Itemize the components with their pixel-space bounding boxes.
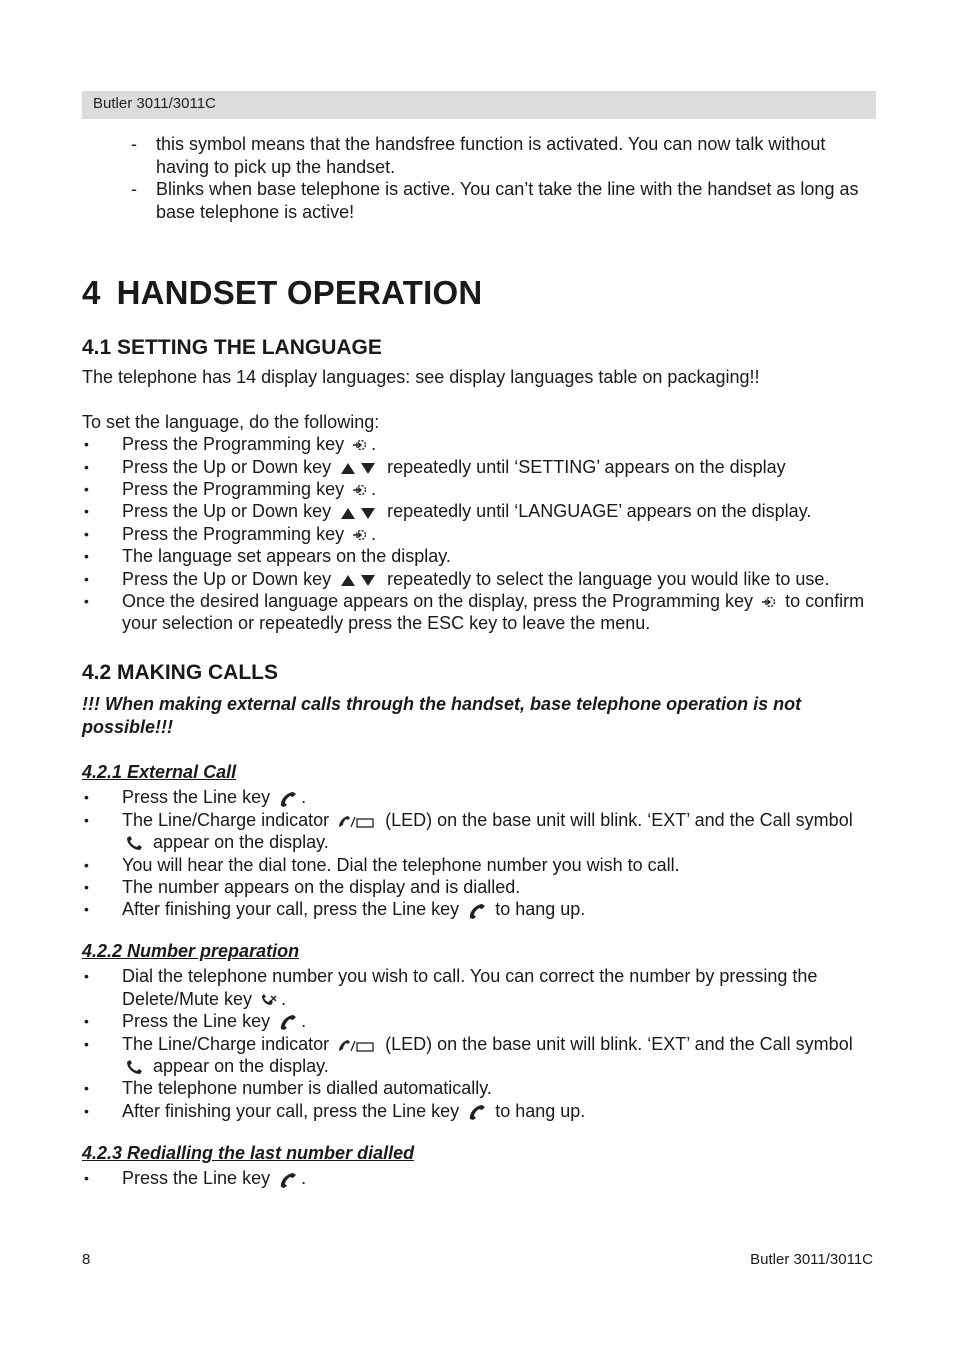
dash-mark: - bbox=[131, 179, 137, 199]
item-text: . bbox=[371, 434, 377, 455]
item-text: Press the Programming key bbox=[122, 479, 345, 500]
subsection-heading: 4.2.3 Redialling the last number dialled bbox=[82, 1143, 415, 1163]
subsection-heading: 4.2.2 Number preparation bbox=[82, 941, 300, 961]
item-text: Press the Programming key bbox=[122, 523, 345, 544]
subsection-heading: 4.2.1 External Call bbox=[82, 762, 237, 782]
bullet: • bbox=[84, 1102, 89, 1119]
bullet: • bbox=[84, 570, 89, 587]
list-item bbox=[82, 456, 882, 478]
item-text: Press the Up or Down key bbox=[122, 456, 332, 477]
bullet: • bbox=[84, 1013, 89, 1030]
up-down-keys-icon bbox=[339, 573, 379, 587]
item-text: You will hear the dial tone. Dial the telephone number you wish to call. bbox=[122, 854, 680, 875]
bullet: • bbox=[84, 525, 89, 542]
bullet: • bbox=[84, 1035, 89, 1052]
list-item bbox=[82, 898, 882, 920]
line-key-icon bbox=[278, 1171, 298, 1189]
bullet: • bbox=[84, 789, 89, 806]
item-text: repeatedly to select the language you would like to use. bbox=[387, 568, 830, 589]
chapter-heading: HANDSET OPERATION bbox=[116, 274, 483, 311]
item-text: . bbox=[371, 523, 377, 544]
list-item bbox=[82, 1077, 882, 1099]
paragraph: To set the language, do the following: bbox=[82, 411, 380, 432]
footer-product: Butler 3011/3011C bbox=[750, 1251, 873, 1268]
item-text: to confirm your selection or repeatedly press the ESC key to leave the menu. bbox=[122, 591, 865, 634]
item-text: . bbox=[301, 1168, 307, 1189]
bullet: • bbox=[84, 548, 89, 565]
list-item bbox=[82, 433, 882, 455]
item-text: After finishing your call, press the Line key bbox=[122, 899, 460, 920]
list-item bbox=[82, 545, 882, 567]
list-item bbox=[82, 500, 882, 522]
item-text: this symbol means that the handsfree function is activated. You can now talk without having to pick up the handset. bbox=[156, 134, 826, 177]
item-text: . bbox=[301, 787, 307, 808]
list-item bbox=[82, 1033, 882, 1078]
list-item bbox=[82, 876, 882, 898]
subsection-number-preparation bbox=[82, 940, 882, 1122]
list-item bbox=[82, 133, 876, 178]
programming-key-icon bbox=[352, 438, 368, 452]
bullet: • bbox=[84, 593, 89, 610]
item-text: Once the desired language appears on the display, press the Programming key bbox=[122, 591, 754, 612]
line-charge-indicator-icon bbox=[337, 1037, 377, 1053]
bullet: • bbox=[84, 436, 89, 453]
item-text: appear on the display. bbox=[153, 1056, 329, 1077]
item-text: The language set appears on the display. bbox=[122, 546, 451, 567]
item-text: Press the Up or Down key bbox=[122, 501, 332, 522]
header-title: Butler 3011/3011C bbox=[93, 95, 216, 112]
section-heading: 4.1 SETTING THE LANGUAGE bbox=[82, 336, 382, 359]
item-text: appear on the display. bbox=[153, 832, 329, 853]
bullet: • bbox=[84, 503, 89, 520]
bullet: • bbox=[84, 458, 89, 475]
running-header bbox=[82, 91, 876, 119]
bullet: • bbox=[84, 879, 89, 896]
chapter-title bbox=[82, 274, 482, 312]
section-setting-language bbox=[82, 337, 882, 635]
list-item bbox=[82, 1100, 882, 1122]
subsection-redialling bbox=[82, 1142, 882, 1190]
item-text: Press the Line key bbox=[122, 787, 271, 808]
bullet: • bbox=[84, 1170, 89, 1187]
bullet: • bbox=[84, 1080, 89, 1097]
bullet: • bbox=[84, 901, 89, 918]
line-key-icon bbox=[467, 1103, 487, 1121]
warning-note: !!! When making external calls through the handset, base telephone operation is not possible!!! bbox=[82, 694, 802, 738]
item-text: Blinks when base telephone is active. You can’t take the line with the handset as long as base telephone is active! bbox=[156, 179, 859, 222]
paragraph: The telephone has 14 display languages: see display languages table on packaging!! bbox=[82, 367, 760, 388]
list-item bbox=[82, 965, 882, 1010]
page-number: 8 bbox=[82, 1251, 91, 1268]
item-text: . bbox=[371, 479, 377, 500]
subsection-external-call bbox=[82, 761, 882, 921]
up-down-keys-icon bbox=[339, 506, 379, 520]
list-item bbox=[82, 523, 882, 545]
item-text: repeatedly until ‘SETTING’ appears on the display bbox=[387, 456, 786, 477]
list-item bbox=[82, 1167, 882, 1189]
line-charge-indicator-icon bbox=[337, 813, 377, 829]
list-item bbox=[82, 786, 882, 808]
line-key-icon bbox=[467, 902, 487, 920]
item-text: Press the Line key bbox=[122, 1168, 271, 1189]
item-text: . bbox=[301, 1011, 307, 1032]
item-text: (LED) on the base unit will blink. ‘EXT’ and the Call symbol bbox=[385, 809, 853, 830]
bullet: • bbox=[84, 811, 89, 828]
call-symbol-icon bbox=[125, 1059, 145, 1075]
item-text: (LED) on the base unit will blink. ‘EXT’ and the Call symbol bbox=[385, 1033, 853, 1054]
bullet: • bbox=[84, 481, 89, 498]
item-text: The telephone number is dialled automatically. bbox=[122, 1078, 492, 1099]
item-text: to hang up. bbox=[495, 1100, 586, 1121]
intro-list bbox=[82, 133, 876, 223]
section-making-calls bbox=[82, 662, 882, 739]
programming-key-icon bbox=[352, 528, 368, 542]
list-item bbox=[82, 1010, 882, 1032]
dash-mark: - bbox=[131, 134, 137, 154]
delete-mute-key-icon bbox=[260, 993, 278, 1007]
list-item bbox=[82, 568, 882, 590]
line-key-icon bbox=[278, 790, 298, 808]
line-key-icon bbox=[278, 1013, 298, 1031]
list-item bbox=[82, 178, 876, 223]
bullet: • bbox=[84, 856, 89, 873]
item-text: . bbox=[281, 988, 287, 1009]
item-text: Dial the telephone number you wish to call. You can correct the number by pressing the Delete/Mute key bbox=[122, 966, 818, 1009]
list-item bbox=[82, 854, 882, 876]
item-text: The Line/Charge indicator bbox=[122, 1033, 330, 1054]
item-text: After finishing your call, press the Line key bbox=[122, 1100, 460, 1121]
section-heading: 4.2 MAKING CALLS bbox=[82, 661, 279, 684]
list-item bbox=[82, 478, 882, 500]
programming-key-icon bbox=[352, 483, 368, 497]
item-text: Press the Up or Down key bbox=[122, 568, 332, 589]
item-text: The number appears on the display and is dialled. bbox=[122, 877, 521, 898]
list-item bbox=[82, 809, 882, 854]
item-text: to hang up. bbox=[495, 899, 586, 920]
list-item bbox=[82, 590, 882, 635]
item-text: Press the Programming key bbox=[122, 434, 345, 455]
item-text: Press the Line key bbox=[122, 1011, 271, 1032]
bullet: • bbox=[84, 968, 89, 985]
item-text: repeatedly until ‘LANGUAGE’ appears on the display. bbox=[387, 501, 812, 522]
programming-key-icon bbox=[761, 595, 777, 609]
call-symbol-icon bbox=[125, 835, 145, 851]
up-down-keys-icon bbox=[339, 461, 379, 475]
chapter-number: 4 bbox=[82, 274, 101, 311]
item-text: The Line/Charge indicator bbox=[122, 809, 330, 830]
